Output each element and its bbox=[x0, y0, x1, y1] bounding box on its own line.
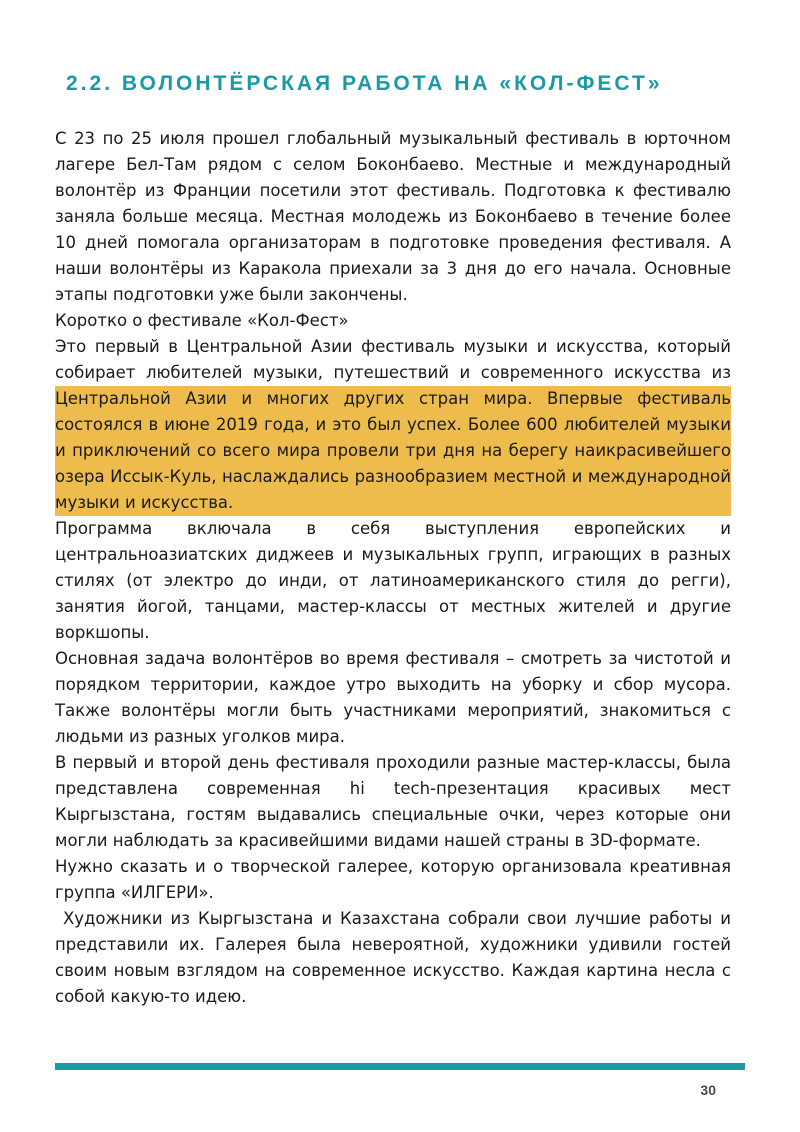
paragraph-intro: С 23 по 25 июля прошел глобальный музыкальный фестиваль в юрточном лагере Бел-Там рядом с селом Боконбаево. Местные и международный волонтёр из Франции посетили этот фестиваль. Подготовка к фестивалю заняла больше месяца. Местная молодежь из Боконбаево в течение более 10 дней помогала организаторам в подготовке проведения фестиваля. А наши волонтёры из Каракола приехали за 3 дня до его начала. Основные этапы подготовки уже были закончены. bbox=[55, 129, 731, 304]
paragraph-volunteer-tasks: Основная задача волонтёров во время фестиваля – смотреть за чистотой и порядком территории, каждое утро выходить на уборку и сбор мусора. Также волонтёры могли быть участниками мероприятий, знакомиться с людьми из разных уголков мира. bbox=[55, 649, 731, 746]
paragraph-about bbox=[55, 334, 731, 516]
footer-divider bbox=[55, 1063, 745, 1070]
body-text bbox=[55, 126, 737, 1010]
section-heading: 2.2. ВОЛОНТЁРСКАЯ РАБОТА НА «КОЛ-ФЕСТ» bbox=[66, 72, 663, 95]
page-number: 30 bbox=[700, 1082, 716, 1098]
paragraph-program: Программа включала в себя выступления европейских и центральноазиатских диджеев и музыкальных групп, играющих в разных стилях (от электро до инди, от латиноамериканского стиля до регги), занятия йогой, танцами, мастер-классы от местных жителей и другие воркшопы. bbox=[55, 519, 731, 642]
paragraph-artists: Художники из Кыргызстана и Казахстана собрали свои лучшие работы и представили их. Галерея была невероятной, художники удивили гостей своим новым взглядом на современное искусство. Каждая картина несла с собой какую-то идею. bbox=[55, 909, 737, 1006]
paragraph-masterclasses: В первый и второй день фестиваля проходили разные мастер-классы, была представлена современная hi tech-презентация красивых мест Кыргызстана, гостям выдавались специальные очки, через которые они могли наблюдать за красивейшими видами нашей страны в 3D-формате. bbox=[55, 753, 731, 850]
paragraph-about-lead: Это первый в Центральной Азии фестиваль музыки и искусства, который собирает любителей музыки, путешествий и современного искусства из bbox=[55, 337, 731, 382]
highlighted-passage: Центральной Азии и многих других стран мира. Впервые фестиваль состоялся в июне 2019 года, и это был успех. Более 600 любителей музыки и приключений со всего мира провели три дня на берегу наикрасивейшего озера Иссык-Куль, наслаждались разнообразием местной и международной музыки и искусства. bbox=[55, 386, 731, 516]
paragraph-gallery: Нужно сказать и о творческой галерее, которую организовала креативная группа «ИЛГЕРИ». bbox=[55, 857, 731, 902]
paragraph-subtitle: Коротко о фестивале «Кол-Фест» bbox=[55, 311, 349, 330]
